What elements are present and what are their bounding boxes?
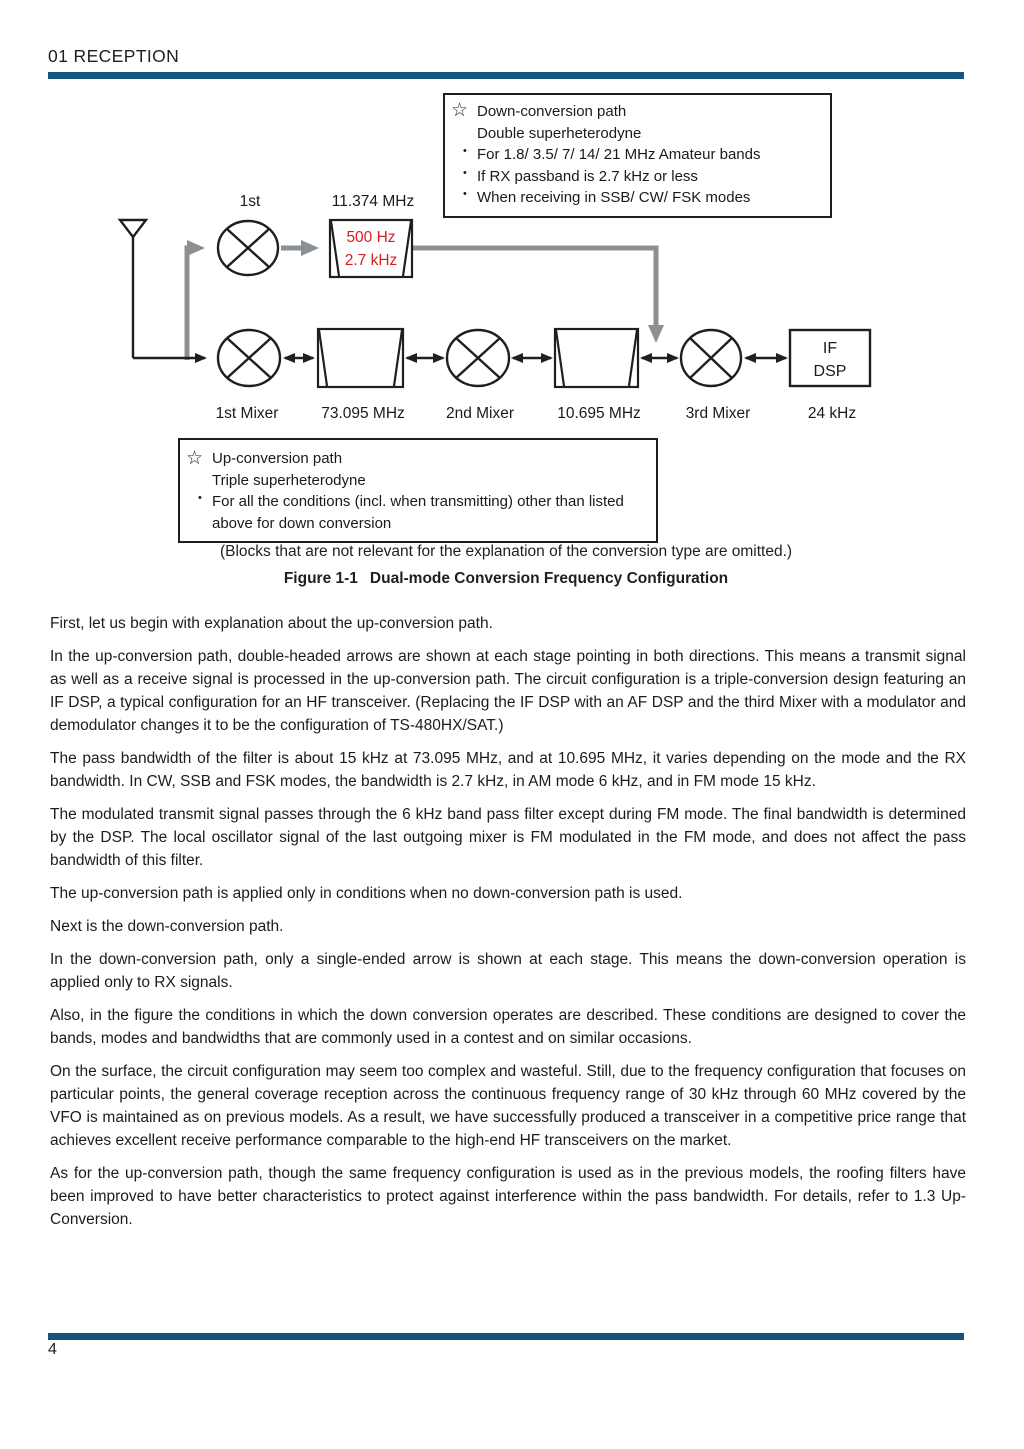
paragraph: In the up-conversion path, double-headed arrows are shown at each stage pointing in both directions. This means a transmit signal as well as a receive signal is processed in the up-conversion path. The circuit configuration is a triple-conversion design featuring an IF DSP, a typical configuration for an HF transceiver. (Replacing the IF DSP with an AF DSP and the third Mixer with a modulator and demodulator changes it to be the configuration of TS-480HX/SAT.)	[50, 648, 966, 734]
up-box-title: Up-conversion path	[212, 450, 343, 467]
filter-73mhz-symbol	[318, 329, 403, 387]
if-dsp-line1: IF	[822, 340, 838, 357]
first-mixer-symbol	[218, 330, 280, 386]
down-box-bullet: • When receiving in SSB/ CW/ FSK modes	[477, 187, 822, 209]
second-mixer-symbol	[447, 330, 509, 386]
second-mixer-label: 2nd Mixer	[445, 405, 515, 422]
paragraph: The up-conversion path is applied only in conditions when no down-conversion path is used.	[50, 885, 683, 902]
filter-73mhz-label: 73.095 MHz	[321, 405, 405, 422]
roofing-filter-bw-500: 500 Hz	[346, 229, 396, 246]
if-dsp-line2: DSP	[813, 363, 847, 380]
paragraph: Also, in the figure the conditions in which the down conversion operates are described. These conditions are designed to cover the bands, modes and bandwidths that are commonly used in a contest and on similar occasions.	[50, 1007, 966, 1047]
header-rule	[48, 72, 964, 79]
star-icon: ☆	[451, 100, 469, 121]
figure-caption-label: Figure 1-1	[283, 570, 358, 587]
up-box-subtitle: Triple superheterodyne	[212, 471, 366, 489]
up-conversion-box	[178, 438, 658, 543]
roofing-filter-freq-label: 11.374 MHz	[331, 193, 415, 210]
antenna-icon	[120, 220, 146, 358]
body-text	[50, 612, 966, 1241]
roofing-filter-bw-27: 2.7 kHz	[344, 252, 398, 269]
up-box-bullet: • For all the conditions (incl. when transmitting) other than listed above for down conversion	[212, 491, 648, 534]
first-mixer-label: 1st Mixer	[215, 405, 279, 422]
third-mixer-symbol	[681, 330, 741, 386]
page-number: 4	[48, 1341, 57, 1358]
down-box-title: Down-conversion path	[477, 103, 627, 120]
paragraph: The modulated transmit signal passes through the 6 kHz band pass filter except during FM mode. The final bandwidth is determined by the DSP. The local oscillator signal of the last outgoing mixer is FM modulated in the FM mode, and does not affect the pass bandwidth of this filter.	[50, 806, 966, 869]
if-dsp-freq-label: 24 kHz	[807, 405, 857, 422]
footer-rule	[48, 1333, 964, 1340]
down-box-subtitle: Double superheterodyne	[477, 124, 642, 142]
paragraph: As for the up-conversion path, though the same frequency configuration is used as in the previous models, the roofing filters have been improved to have better characteristics to protect against interference within the pass bandwidth. For details, refer to 1.3 Up-Conversion.	[50, 1165, 966, 1228]
third-mixer-label: 3rd Mixer	[685, 405, 751, 422]
figure-caption	[48, 570, 964, 588]
down-box-bullet: • If RX passband is 2.7 kHz or less	[477, 166, 822, 188]
down-box-bullet: • For 1.8/ 3.5/ 7/ 14/ 21 MHz Amateur bands	[477, 144, 822, 166]
paragraph: Next is the down-conversion path.	[50, 918, 284, 935]
page-title: 01 RECEPTION	[48, 46, 180, 66]
paragraph: First, let us begin with explanation about the up-conversion path.	[50, 615, 493, 632]
figure-diagram	[0, 180, 1024, 442]
paragraph: In the down-conversion path, only a single-ended arrow is shown at each stage. This means the down-conversion operation is applied only to RX signals.	[50, 951, 966, 991]
paragraph: On the surface, the circuit configuration may seem too complex and wasteful. Still, due to the frequency configuration that focuses on particular points, the general coverage reception across the continuous frequency range of 30 kHz through 60 MHz covered by the VFO is maintained as on previous models. As a result, we have successfully produced a transceiver in a competitive price range that achieves excellent receive performance comparable to the high-end HF transceivers on the market.	[50, 1063, 966, 1149]
down-first-mixer-label: 1st	[239, 193, 261, 210]
figure-caption-title: Dual-mode Conversion Frequency Configuration	[369, 570, 729, 587]
filter-10mhz-label: 10.695 MHz	[557, 405, 641, 422]
figure-note: (Blocks that are not relevant for the explanation of the conversion type are omitted.)	[219, 543, 793, 560]
filter-10mhz-symbol	[555, 329, 638, 387]
paragraph: The pass bandwidth of the filter is about 15 kHz at 73.095 MHz, and at 10.695 MHz, it varies depending on the mode and the RX bandwidth. In CW, SSB and FSK modes, the bandwidth is 2.7 kHz, in AM mode 6 kHz, and in FM mode 15 kHz.	[50, 750, 966, 790]
down-first-mixer-symbol	[218, 221, 278, 275]
if-dsp-block	[790, 330, 870, 386]
up-box-bullets	[188, 491, 648, 534]
star-icon: ☆	[186, 448, 204, 469]
